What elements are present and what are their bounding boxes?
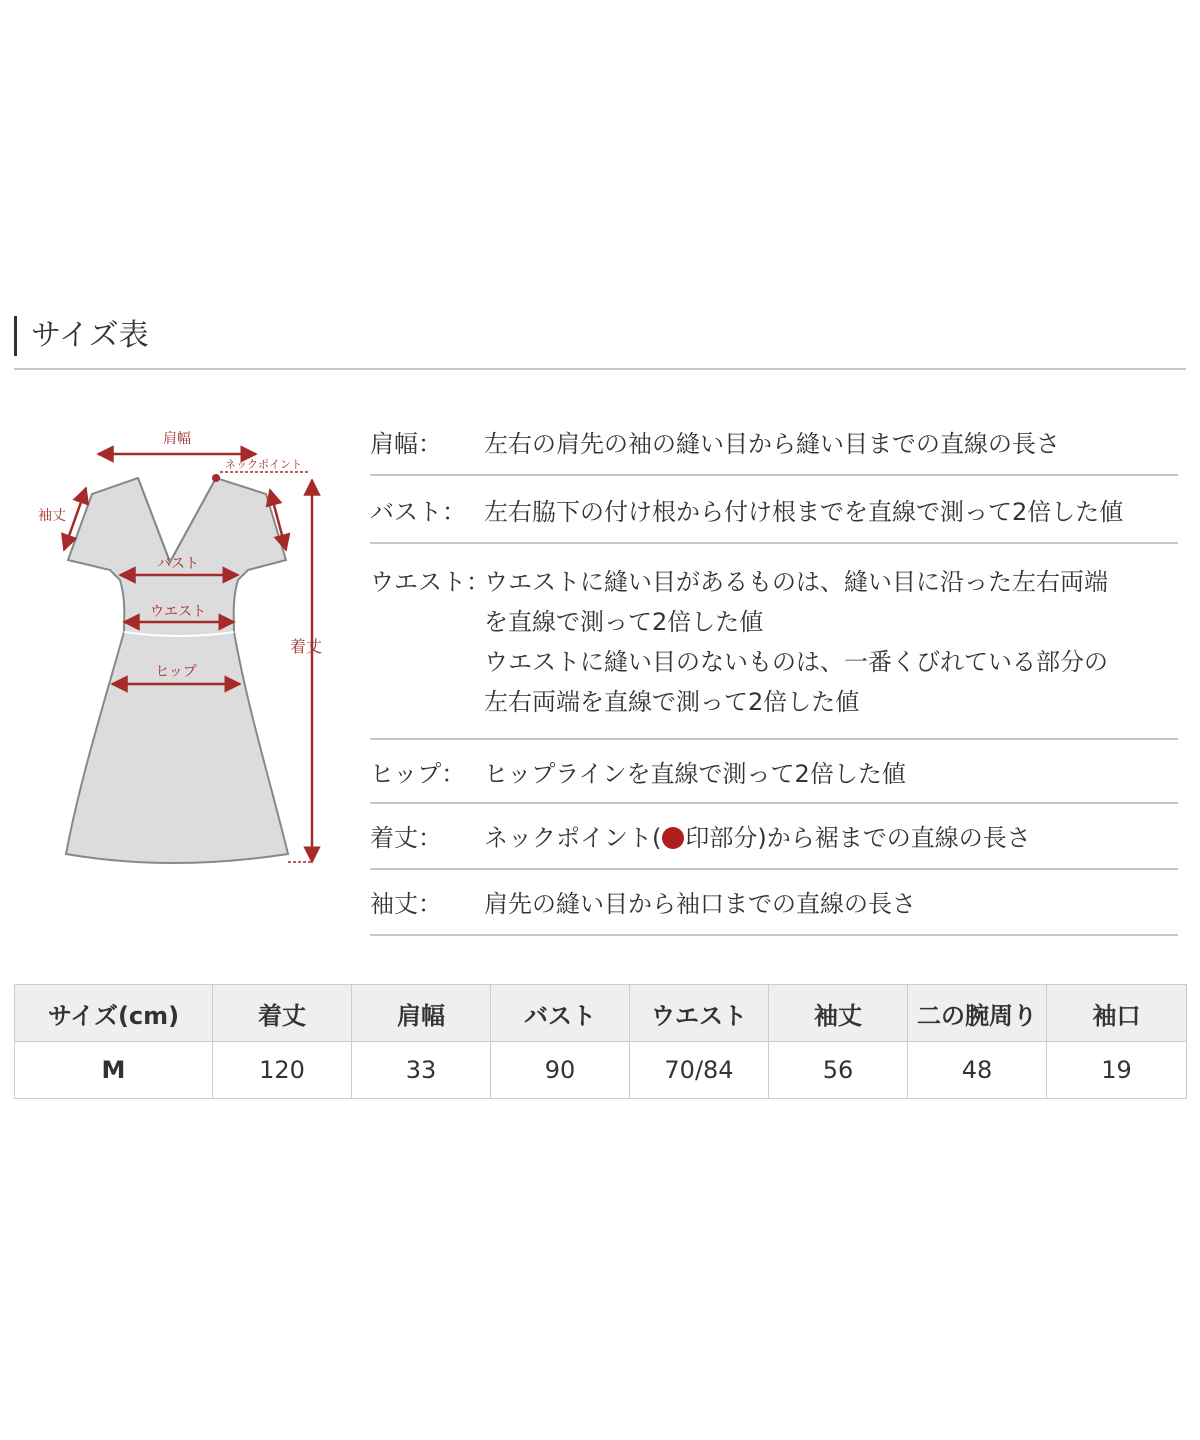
sleeve-label: 袖丈 (38, 508, 66, 524)
definition-line: 左右脇下の付け根から付け根までを直線で測って2倍した値 (484, 498, 1124, 526)
neck-point-dot-icon (662, 827, 684, 849)
definition-label: 肩幅： (370, 430, 442, 458)
definition-line (484, 818, 1178, 858)
waist-label: ウエスト (150, 604, 206, 620)
definition-text (484, 562, 1178, 722)
table-cell: 56 (769, 1042, 908, 1099)
column-header: 肩幅 (352, 985, 491, 1042)
table-cell: 120 (213, 1042, 352, 1099)
definition-row (370, 740, 1178, 804)
table-cell: 48 (908, 1042, 1047, 1099)
definition-line: ウエストに縫い目があるものは、縫い目に沿った左右両端 (484, 568, 1108, 596)
definition-label: 着丈： (370, 824, 442, 852)
column-header: サイズ(cm) (15, 985, 213, 1042)
definition-label: ウエスト： (370, 568, 490, 596)
definition-text (484, 884, 1178, 924)
definition-line: 肩先の縫い目から袖口までの直線の長さ (484, 890, 916, 918)
definition-line: を直線で測って2倍した値 (484, 608, 764, 636)
definition-text-prefix: ネックポイント( (484, 824, 662, 852)
length-label: 着丈 (290, 637, 323, 656)
column-header: バスト (491, 985, 630, 1042)
definition-line: ウエストに縫い目のないものは、一番くびれている部分の (484, 648, 1108, 676)
definition-row (370, 870, 1178, 936)
shoulder-label: 肩幅 (163, 431, 191, 447)
definition-text (484, 754, 1178, 794)
definition-text (484, 424, 1178, 464)
definition-label: ヒップ： (370, 760, 466, 788)
definition-row (370, 544, 1178, 740)
column-header: 着丈 (213, 985, 352, 1042)
table-cell: 19 (1047, 1042, 1187, 1099)
definition-row (370, 476, 1178, 544)
column-header: ウエスト (630, 985, 769, 1042)
definition-text-suffix: 印部分)から裾までの直線の長さ (685, 824, 1031, 852)
definition-line: 左右の肩先の袖の縫い目から縫い目までの直線の長さ (484, 430, 1060, 458)
table-cell: M (15, 1042, 213, 1099)
column-header: 袖口 (1047, 985, 1187, 1042)
definition-line: ヒップラインを直線で測って2倍した値 (484, 760, 906, 788)
definition-row (370, 410, 1178, 476)
hip-label: ヒップ (155, 664, 197, 680)
page-title: サイズ表 (14, 316, 149, 356)
definition-text (484, 492, 1178, 532)
definition-line: 左右両端を直線で測って2倍した値 (484, 688, 860, 716)
definition-label: 袖丈： (370, 890, 442, 918)
table-header-row (15, 985, 1187, 1042)
definition-row (370, 804, 1178, 870)
neck-point-label: ネックポイント (225, 458, 302, 471)
definition-label: バスト： (370, 498, 466, 526)
bust-label: バスト (157, 556, 199, 572)
table-row (15, 1042, 1187, 1099)
heading-divider (14, 368, 1186, 370)
definition-text (484, 818, 1178, 858)
neck-point-dot (212, 474, 220, 482)
size-table (14, 984, 1187, 1099)
table-cell: 90 (491, 1042, 630, 1099)
table-cell: 70/84 (630, 1042, 769, 1099)
column-header: 二の腕周り (908, 985, 1047, 1042)
measurement-diagram (20, 410, 360, 880)
column-header: 袖丈 (769, 985, 908, 1042)
table-cell: 33 (352, 1042, 491, 1099)
measurement-definitions (370, 410, 1178, 936)
